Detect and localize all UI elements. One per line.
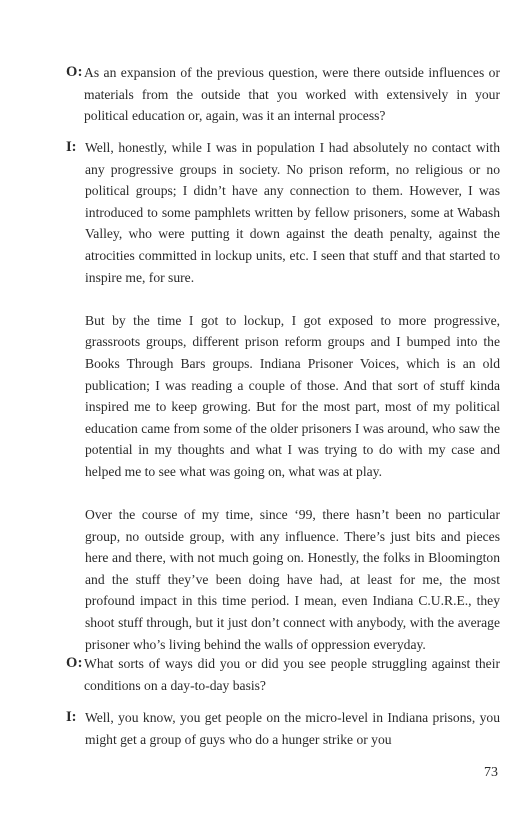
speaker-label: O:	[66, 64, 83, 80]
answer-paragraph: Well, honestly, while I was in population I had absolutely no contact with any progressive groups in society. No prison reform, no religious or no political groups; I didn’t have any connection to them. However, I was introduced to some pamphlets written by fellow prisoners, some at Wabash Valley, who were putting it down against the death penalty, against the atrocities committed in lockup units, etc. I seen that stuff and that started to inspire me, for sure.	[85, 140, 500, 285]
answer-paragraph: Well, you know, you get people on the micro-level in Indiana prisons, you might get a group of guys who do a hunger strike or you	[85, 710, 500, 747]
answer-paragraph: Over the course of my time, since ‘99, there hasn’t been no particular group, no outside group, with any influence. There’s just bits and pieces here and there, with not much going on. Honestly, the folks in Bloomington and the stuff they’ve been doing have had, at least for me, the most profound impact in this time period. I mean, even Indiana C.U.R.E., they shoot stuff through, but it just don’t connect with anybody, with the average prisoner who’s living behind the walls of oppression everyday.	[85, 507, 500, 652]
speaker-label: I:	[66, 139, 77, 155]
answer-block	[66, 707, 500, 750]
question-text: What sorts of ways did you or did you see people struggling against their conditions on a day-to-day basis?	[84, 656, 500, 693]
speaker-label: I:	[66, 709, 77, 725]
question-block	[66, 62, 500, 127]
page-number: 73	[484, 765, 498, 780]
answer-paragraph: But by the time I got to lockup, I got exposed to more progressive, grassroots groups, different prison reform groups and I bumped into the Books Through Bars groups. Indiana Prisoner Voices, which is an old publication; I was reading a couple of those. And that sort of stuff kinda inspired me to keep growing. But for the most part, most of my political education came from some of the older prisoners I was around, who saw the potential in my thoughts and what I was trying to do with my case and helped me to see what was going on, what was at play.	[85, 312, 500, 479]
question-block	[66, 653, 500, 696]
question-text: As an expansion of the previous question, were there outside influences or materials from the outside that you worked with extensively in your political education or, again, was it an internal process?	[84, 65, 500, 124]
answer-block	[66, 137, 500, 655]
speaker-label: O:	[66, 655, 83, 671]
